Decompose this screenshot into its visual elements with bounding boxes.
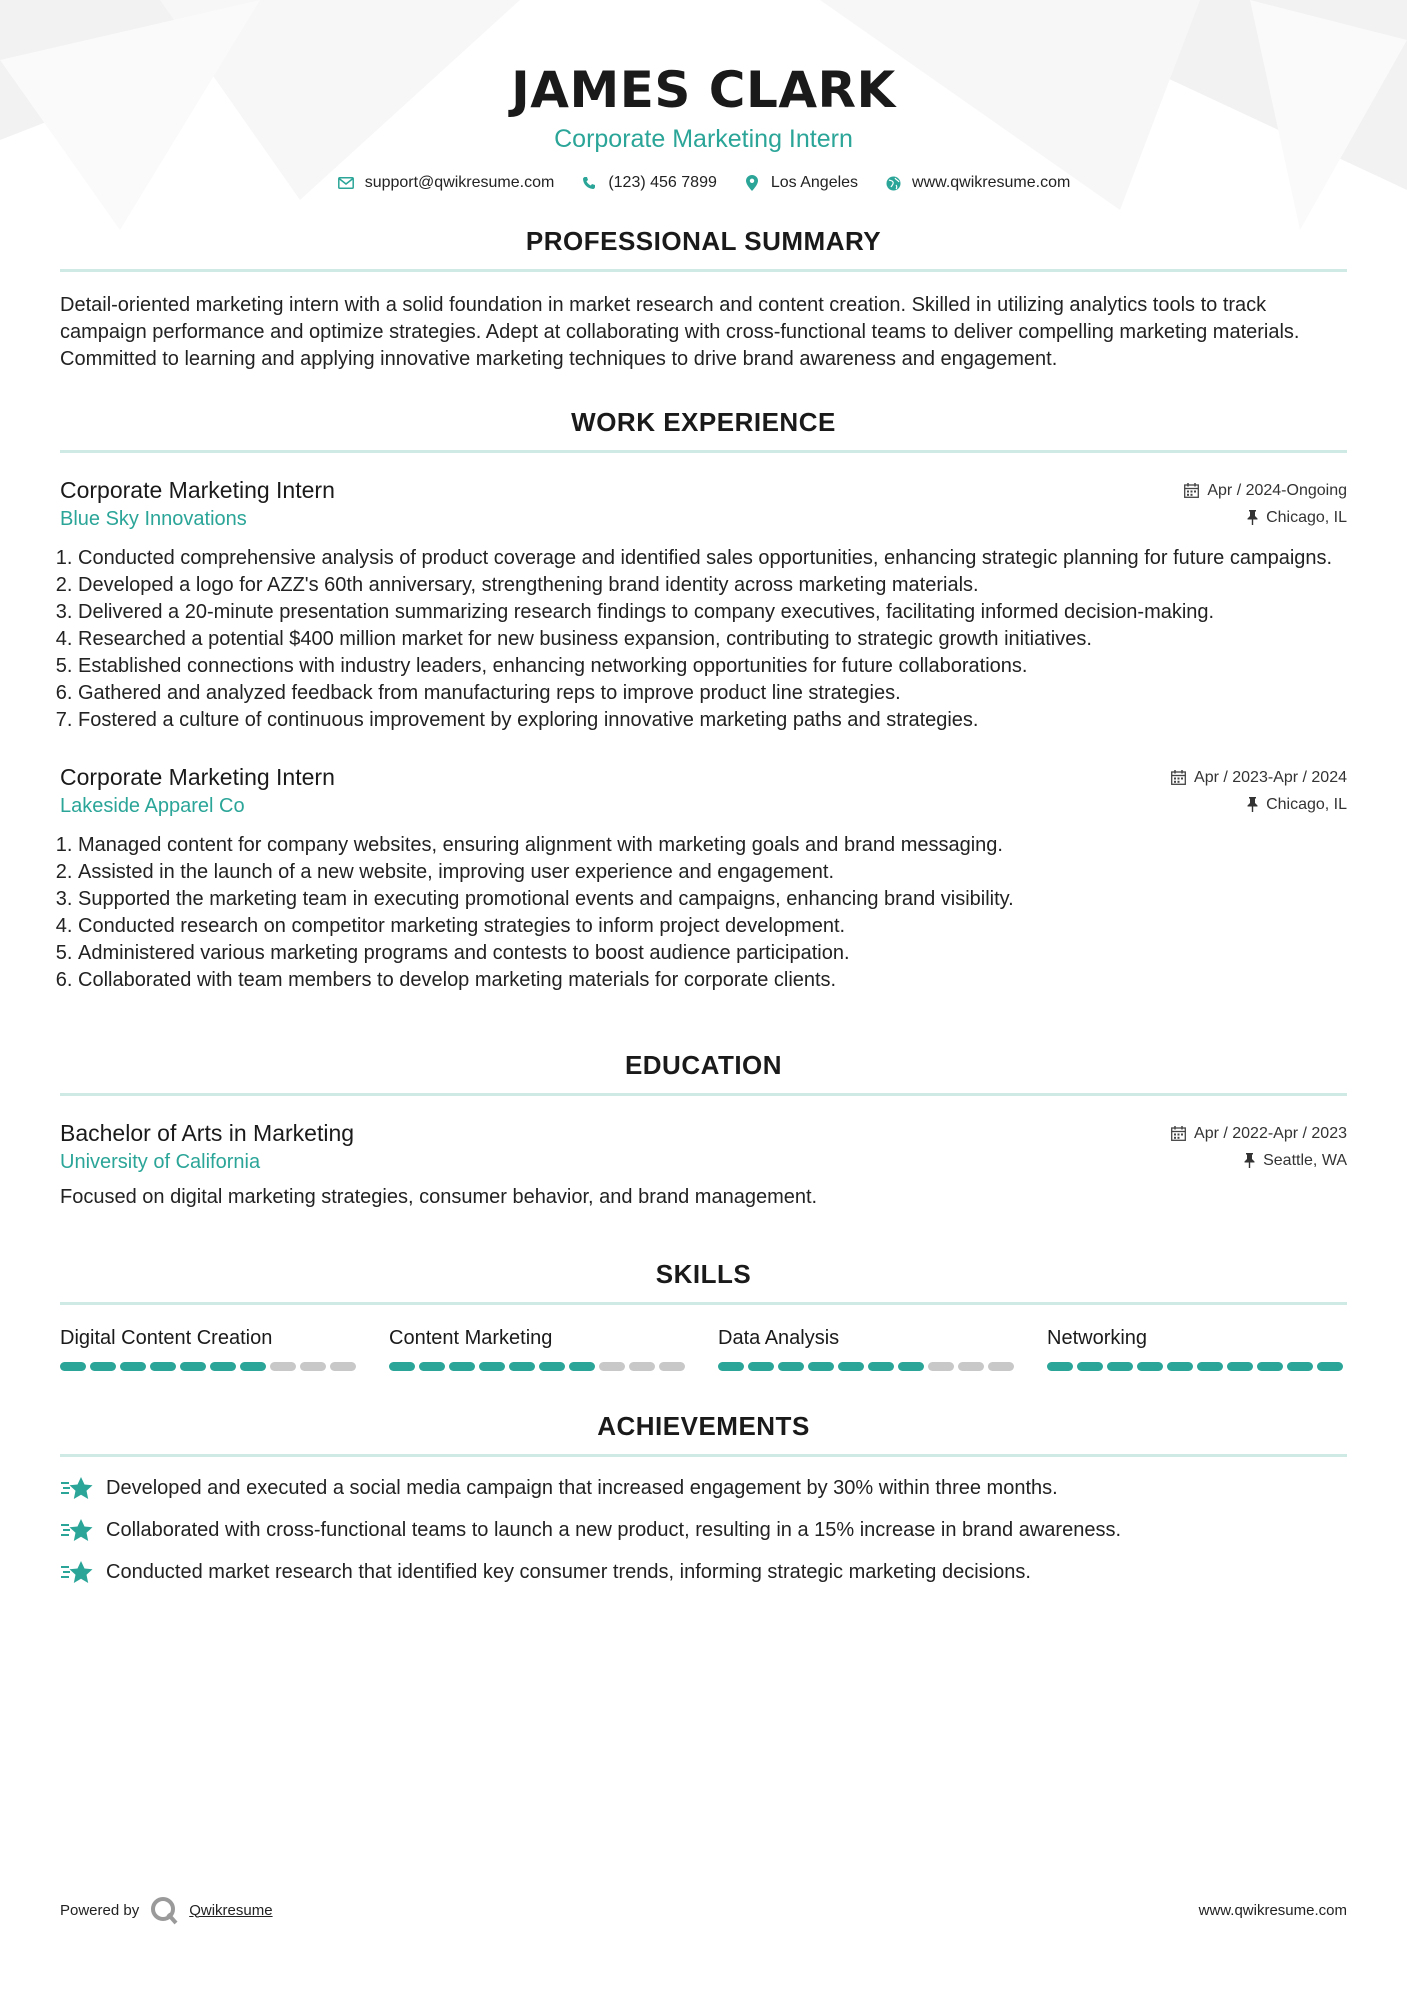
list-item: 2. Developed a logo for AZZ's 60th anniversary, strengthening brand identity across marketing materials. bbox=[78, 572, 1347, 599]
achievement-text: Developed and executed a social media campaign that increased engagement by 30% within three months. bbox=[106, 1476, 1058, 1499]
skill-name: Data Analysis bbox=[718, 1327, 840, 1349]
job-company: Blue Sky Innovations bbox=[60, 508, 247, 530]
contact-phone[interactable] bbox=[580, 174, 717, 192]
skill-dot bbox=[150, 1362, 176, 1371]
job-dates-text: Apr / 2024-Ongoing bbox=[1207, 481, 1347, 499]
skill-dot bbox=[778, 1362, 804, 1371]
job-location bbox=[1247, 509, 1347, 527]
qwikresume-link[interactable]: Qwikresume bbox=[189, 1901, 273, 1919]
job-bullets bbox=[60, 545, 1347, 734]
skill-item bbox=[60, 1327, 360, 1371]
achievement-text: Collaborated with cross-functional teams to launch a new product, resulting in a 15% increase in brand awareness. bbox=[106, 1518, 1121, 1541]
email-text: support@qwikresume.com bbox=[364, 174, 555, 191]
skill-dot bbox=[90, 1362, 116, 1371]
skill-dot bbox=[210, 1362, 236, 1371]
pushpin-icon bbox=[1247, 797, 1258, 812]
job-location bbox=[1247, 796, 1347, 814]
skill-rating bbox=[1047, 1362, 1347, 1371]
job-location-text: Chicago, IL bbox=[1266, 508, 1347, 526]
skill-dot bbox=[509, 1362, 535, 1371]
achievement-item bbox=[60, 1475, 1347, 1501]
footer-website[interactable]: www.qwikresume.com bbox=[1198, 1901, 1347, 1919]
skill-item bbox=[718, 1327, 1018, 1371]
achievements-list bbox=[60, 1475, 1347, 1585]
map-pin-icon bbox=[743, 174, 761, 192]
education-entry bbox=[60, 1120, 1347, 1209]
contact-website[interactable] bbox=[884, 174, 1070, 192]
achievement-item bbox=[60, 1517, 1347, 1543]
list-item: 1. Managed content for company websites, ensuring alignment with marketing goals and brand messaging. bbox=[78, 832, 1347, 859]
job-dates bbox=[1184, 482, 1347, 500]
skill-name: Networking bbox=[1047, 1327, 1148, 1349]
skill-name: Content Marketing bbox=[389, 1327, 553, 1349]
job-entry bbox=[60, 764, 1347, 994]
job-dates-text: Apr / 2023-Apr / 2024 bbox=[1194, 768, 1347, 786]
candidate-title: Corporate Marketing Intern bbox=[554, 125, 853, 153]
calendar-icon bbox=[1171, 1126, 1186, 1141]
list-item: 5. Administered various marketing programs and contests to boost audience participation. bbox=[78, 940, 1347, 967]
job-dates bbox=[1171, 769, 1347, 787]
list-item: 4. Researched a potential $400 million market for new business expansion, contributing to strategic growth initiatives. bbox=[78, 626, 1347, 653]
candidate-name: JAMES CLARK bbox=[511, 61, 896, 119]
list-item: 3. Delivered a 20-minute presentation summarizing research findings to company executives, facilitating informed decision-making. bbox=[78, 599, 1347, 626]
skill-dot bbox=[1227, 1362, 1253, 1371]
star-badge-icon bbox=[60, 1559, 94, 1585]
skill-dot bbox=[659, 1362, 685, 1371]
skill-dot bbox=[539, 1362, 565, 1371]
list-item: 3. Supported the marketing team in executing promotional events and campaigns, enhancing brand visibility. bbox=[78, 886, 1347, 913]
list-item: 4. Conducted research on competitor marketing strategies to inform project development. bbox=[78, 913, 1347, 940]
list-item: 7. Fostered a culture of continuous improvement by exploring innovative marketing paths and strategies. bbox=[78, 707, 1347, 734]
skills-heading: SKILLS bbox=[60, 1259, 1347, 1305]
resume-header bbox=[60, 0, 1347, 192]
globe-icon bbox=[884, 174, 902, 192]
skill-dot bbox=[1317, 1362, 1343, 1371]
list-item: 5. Established connections with industry leaders, enhancing networking opportunities for future collaborations. bbox=[78, 653, 1347, 680]
skill-dot bbox=[180, 1362, 206, 1371]
contact-location bbox=[743, 174, 858, 192]
skill-dot bbox=[240, 1362, 266, 1371]
job-title: Corporate Marketing Intern bbox=[60, 764, 335, 790]
skill-name: Digital Content Creation bbox=[60, 1327, 273, 1349]
skill-dot bbox=[1197, 1362, 1223, 1371]
job-location-text: Chicago, IL bbox=[1266, 795, 1347, 813]
list-item: 1. Conducted comprehensive analysis of product coverage and identified sales opportunities, enhancing strategic planning for future campaigns. bbox=[78, 545, 1347, 572]
contact-bar bbox=[60, 174, 1347, 192]
summary-heading: PROFESSIONAL SUMMARY bbox=[60, 226, 1347, 272]
skill-dot bbox=[449, 1362, 475, 1371]
list-item: 6. Collaborated with team members to develop marketing materials for corporate clients. bbox=[78, 967, 1347, 994]
website-text: www.qwikresume.com bbox=[912, 174, 1071, 191]
skill-dot bbox=[928, 1362, 954, 1371]
skill-dot bbox=[1077, 1362, 1103, 1371]
skill-dot bbox=[1107, 1362, 1133, 1371]
calendar-icon bbox=[1171, 770, 1186, 785]
star-badge-icon bbox=[60, 1517, 94, 1543]
skill-dot bbox=[868, 1362, 894, 1371]
skill-dot bbox=[1167, 1362, 1193, 1371]
pushpin-icon bbox=[1244, 1153, 1255, 1168]
skill-dot bbox=[569, 1362, 595, 1371]
skill-dot bbox=[120, 1362, 146, 1371]
job-company: Lakeside Apparel Co bbox=[60, 795, 245, 817]
school-name: University of California bbox=[60, 1151, 261, 1173]
skill-dot bbox=[300, 1362, 326, 1371]
skill-dot bbox=[1287, 1362, 1313, 1371]
skill-dot bbox=[389, 1362, 415, 1371]
education-dates bbox=[1171, 1125, 1347, 1143]
skill-rating bbox=[60, 1362, 360, 1371]
degree-title: Bachelor of Arts in Marketing bbox=[60, 1120, 355, 1146]
contact-email[interactable] bbox=[337, 174, 555, 192]
education-dates-text: Apr / 2022-Apr / 2023 bbox=[1194, 1124, 1347, 1142]
education-location-text: Seattle, WA bbox=[1263, 1151, 1347, 1169]
experience-heading: WORK EXPERIENCE bbox=[60, 407, 1347, 453]
skill-item bbox=[1047, 1327, 1347, 1371]
pushpin-icon bbox=[1247, 510, 1258, 525]
skill-dot bbox=[629, 1362, 655, 1371]
skill-dot bbox=[479, 1362, 505, 1371]
skill-dot bbox=[1137, 1362, 1163, 1371]
skill-dot bbox=[808, 1362, 834, 1371]
skill-dot bbox=[958, 1362, 984, 1371]
skill-dot bbox=[748, 1362, 774, 1371]
achievements-heading: ACHIEVEMENTS bbox=[60, 1411, 1347, 1457]
list-item: 6. Gathered and analyzed feedback from manufacturing reps to improve product line strategies. bbox=[78, 680, 1347, 707]
education-location bbox=[1244, 1152, 1347, 1170]
skill-dot bbox=[419, 1362, 445, 1371]
skill-dot bbox=[599, 1362, 625, 1371]
envelope-icon bbox=[337, 174, 355, 192]
education-description: Focused on digital marketing strategies, consumer behavior, and brand management. bbox=[60, 1186, 818, 1208]
skill-dot bbox=[898, 1362, 924, 1371]
phone-text: (123) 456 7899 bbox=[608, 174, 717, 191]
skill-dot bbox=[988, 1362, 1014, 1371]
skill-item bbox=[389, 1327, 689, 1371]
skill-dot bbox=[1047, 1362, 1073, 1371]
skills-list bbox=[60, 1327, 1347, 1371]
achievement-text: Conducted market research that identified key consumer trends, informing strategic marketing decisions. bbox=[106, 1560, 1031, 1583]
skill-dot bbox=[270, 1362, 296, 1371]
qwikresume-logo-icon bbox=[149, 1895, 179, 1925]
skill-dot bbox=[60, 1362, 86, 1371]
phone-icon bbox=[580, 174, 598, 192]
skill-dot bbox=[330, 1362, 356, 1371]
skill-dot bbox=[1257, 1362, 1283, 1371]
skill-rating bbox=[718, 1362, 1018, 1371]
summary-text: Detail-oriented marketing intern with a solid foundation in market research and content creation. Skilled in utilizing analytics tools to track campaign performance and optimize strategies. Adept at collaborating with cross-functional teams to deliver compelling marketing materials. Committed to learning and applying innovative marketing techniques to drive brand awareness and engagement. bbox=[60, 294, 1300, 370]
location-text: Los Angeles bbox=[770, 174, 859, 191]
star-badge-icon bbox=[60, 1475, 94, 1501]
powered-by-label: Powered by bbox=[60, 1901, 140, 1919]
job-bullets bbox=[60, 832, 1347, 994]
job-title: Corporate Marketing Intern bbox=[60, 477, 335, 503]
skill-dot bbox=[838, 1362, 864, 1371]
powered-by bbox=[60, 1895, 273, 1925]
skill-rating bbox=[389, 1362, 689, 1371]
skill-dot bbox=[718, 1362, 744, 1371]
page-footer bbox=[60, 1895, 1347, 1925]
job-entry bbox=[60, 477, 1347, 734]
list-item: 2. Assisted in the launch of a new website, improving user experience and engagement. bbox=[78, 859, 1347, 886]
education-heading: EDUCATION bbox=[60, 1050, 1347, 1096]
achievement-item bbox=[60, 1559, 1347, 1585]
calendar-icon bbox=[1184, 483, 1199, 498]
